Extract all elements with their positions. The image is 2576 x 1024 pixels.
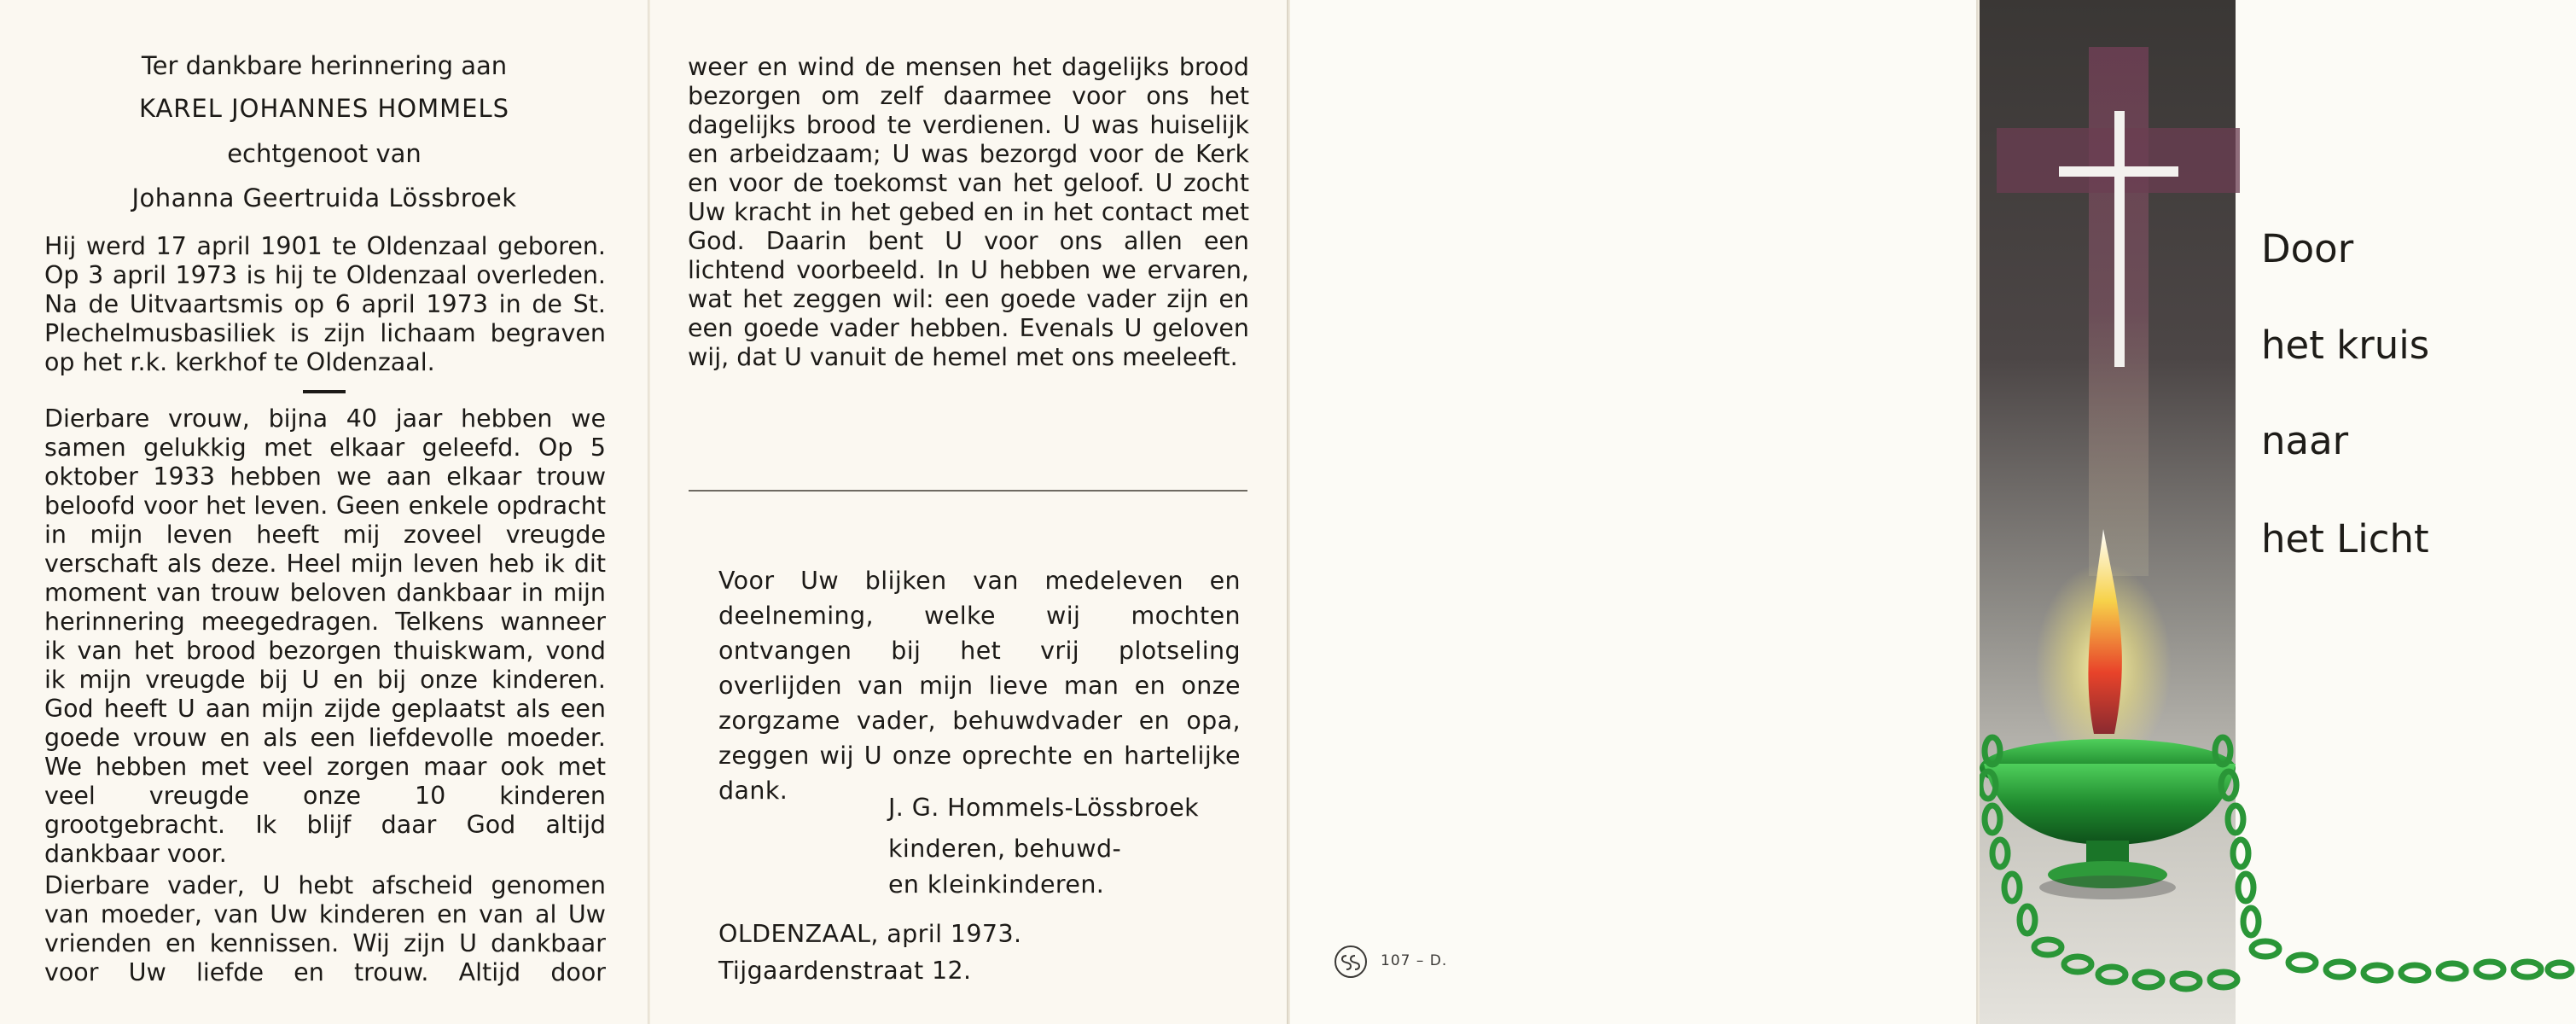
address-to-wife-paragraph: Dierbare vrouw, bijna 40 jaar hebben we samen gelukkig met elkaar geleefd. Op 5 oktober 1933 hebben we aan elkaar trouw beloofd voor het leven. Geen enkele opdracht in mijn leven heeft mij zoveel vreugde verschaft als deze. Heel mijn leven heb ik dit moment van trouw beloven dankbaar in mijn herinnering meegedragen. Telkens wanneer ik van het brood bezorgen thuiskwam, vond ik mijn vreugde bij U en bij onze kinderen. God heeft U aan mijn zijde geplaatst als een goede vrouw en als een liefdevolle moeder. We hebben met veel zorgen maar ook met veel vreugde onze 10 kinderen grootgebracht. Ik blijf daar God altijd dankbaar voor. <box>44 404 606 868</box>
signature-widow: J. G. Hommels-Lössbroek <box>888 794 1200 822</box>
address-to-father-paragraph: Dierbare vader, U hebt afscheid genomen van moeder, van Uw kinderen en van al Uw vrienden en kennissen. Wij zijn U dankbaar voor Uw liefde en trouw. Altijd door <box>44 871 606 986</box>
cross-and-oil-lamp-illustration <box>1980 0 2576 1024</box>
thanks-paragraph: Voor Uw blijken van medeleven en deelneming, welke wij mochten ontvangen bij het vrij plotseling overlijden van mijn lieve man en onze zorgzame vader, behuwdvader en opa, zeggen wij U onze oprechte en hartelijke dank. <box>718 567 1241 805</box>
memorial-card-blank-page <box>1290 0 1978 1024</box>
separator-dash <box>303 390 346 393</box>
relation-line: echtgenoot van <box>227 139 422 168</box>
intro-line: Ter dankbare herinnering aan <box>141 51 508 80</box>
place-date: OLDENZAAL, april 1973. <box>718 920 1022 948</box>
cover-title-line: het kruis <box>2261 323 2430 368</box>
memorial-card-cover-page <box>1980 0 2576 1024</box>
deceased-name: KAREL JOHANNES HOMMELS <box>138 94 510 123</box>
continuation-paragraph: weer en wind de mensen het dagelijks brood bezorgen om zelf daarmee voor ons het dagelijks brood te verdienen. U was huiselijk en arbeidzaam; U was bezorgd voor de Kerk en voor de toekomst van het geloof. U zocht Uw kracht in het gebed en in het contact met God. Daarin bent U voor ons allen een lichtend voorbeeld. In U hebben we ervaren, wat het zeggen wil: een goede vader zijn en een goede vader hebben. Evenals U geloven wij, dat U vanuit de hemel met ons meeleeft. <box>688 53 1249 371</box>
birth-death-paragraph: Hij werd 17 april 1901 te Oldenzaal geboren. Op 3 april 1973 is hij te Oldenzaal overleden. Na de Uitvaartsmis op 6 april 1973 in de St. Plechelmusbasiliek is zijn lichaam begraven op het r.k. kerkhof te Oldenzaal. <box>44 232 606 376</box>
memorial-card-left-page <box>0 0 648 1024</box>
print-code: 107 – D. <box>1381 952 1448 969</box>
signature-children: kinderen, behuwd- <box>888 835 1122 863</box>
cover-title-line: het Licht <box>2261 516 2429 561</box>
cover-title-line: naar <box>2261 418 2349 463</box>
publisher-logo-icon <box>1335 945 1367 978</box>
horizontal-rule <box>689 490 1247 492</box>
address: Tijgaardenstraat 12. <box>718 957 972 985</box>
spouse-name: Johanna Geertruida Lössbroek <box>131 183 517 212</box>
cover-title-line: Door <box>2261 226 2354 271</box>
memorial-card-middle-page <box>650 0 1288 1024</box>
signature-grandchildren: en kleinkinderen. <box>888 870 1105 899</box>
